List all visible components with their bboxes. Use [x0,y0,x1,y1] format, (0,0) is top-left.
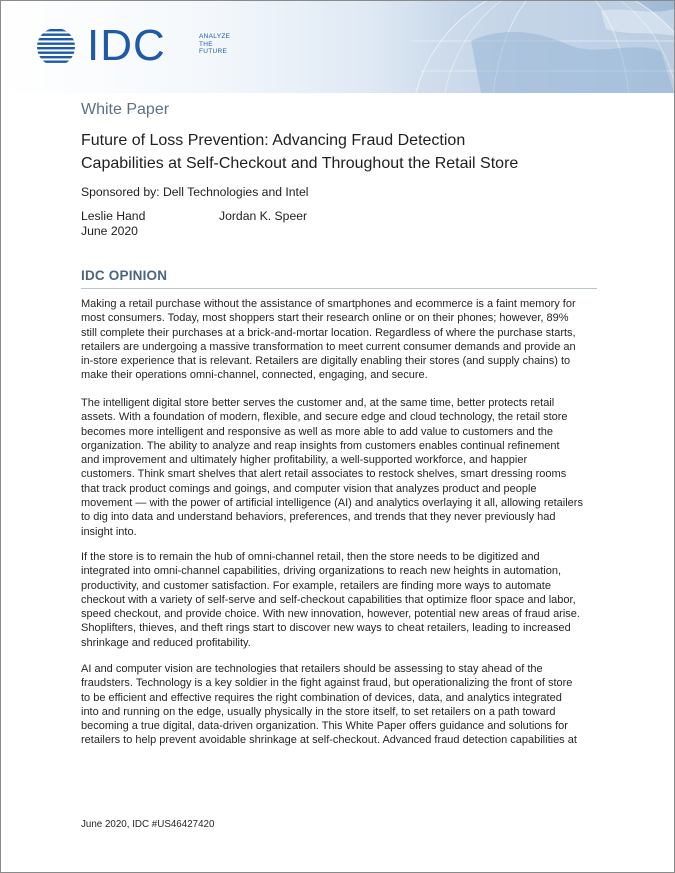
body-paragraph [81,662,606,748]
text-line: productivity, and customer satisfaction. For example, retailers are finding more ways to automate [81,579,551,592]
section-divider [81,288,597,289]
author-name: Leslie Hand [81,209,146,223]
sponsor-line: Sponsored by: Dell Technologies and Intel [81,185,309,199]
logo-tagline [199,33,239,56]
tagline-line: THE [199,40,213,48]
text-line: that track product comings and goings, and computer vision that analyzes product and people [81,482,537,495]
text-line: checkout with a variety of self-serve and self-checkout capabilities that optimize floor space and labor, [81,593,576,606]
logo-text: IDC [87,21,166,70]
text-line: into and running on the edge, usually physically in the store itself, to set retailers on a path toward [81,705,556,718]
text-line: fraudsters. Technology is a key soldier in the fight against fraud, but operationalizing the front of store [81,677,573,690]
text-line: Shoplifters, thieves, and theft rings start to discover new ways to cheat retailers, leading to increased [81,622,571,635]
text-line: If the store is to remain the hub of omni-channel retail, then the store needs to be digitized and [81,551,540,563]
document-title [81,129,621,175]
text-line: The intelligent digital store better serves the customer and, at the same time, better protects retail [81,397,555,409]
text-line: still complete their purchases at a brick-and-mortar location. Regardless of where the purchase starts, [81,326,576,339]
body-paragraph [81,297,606,383]
text-line: Making a retail purchase without the assistance of smartphones and ecommerce is a faint memory for [81,298,576,310]
text-line: assets. With a foundation of modern, flexible, and secure edge and cloud technology, the retail store [81,411,568,424]
text-line: becomes more intelligent and responsive as well as more able to add value to customers and the [81,425,554,438]
text-line: insight into. [81,525,137,538]
idc-globe-icon [31,27,81,67]
title-line: Future of Loss Prevention: Advancing Fraud Detection [81,132,466,149]
text-line: to be efficient and effective requires the right combination of devices, data, and analytics integrated [81,691,562,704]
text-line: speed checkout, and provide choice. With new innovation, however, potential new areas of fraud arise. [81,608,580,621]
text-line: most consumers. Today, most shoppers start their research online or on their phones; however, 89% [81,312,569,325]
title-line: Capabilities at Self-Checkout and Throughout the Retail Store [81,155,519,172]
author-name: Jordan K. Speer [219,209,308,223]
body-paragraph [81,550,606,650]
text-line: retailers are undergoing a massive transformation to meet current consumer demands and provide an [81,340,576,353]
header-banner [1,1,674,93]
text-line: to dig into data and understand behaviors, preferences, and trends that they never previously had [81,511,556,524]
text-line: organization. The ability to analyze and reap insights from customers enables continual refinement [81,439,560,452]
publication-date: June 2020 [81,224,138,238]
text-line: integrated into omni-channel capabilities, driving organizations to reach new heights in automation, [81,565,562,578]
text-line: AI and computer vision are technologies that retailers should be assessing to stay ahead of the [81,663,543,675]
text-line: customers. Think smart shelves that alert retail associates to restock shelves, smart dressing rooms [81,468,567,481]
tagline-line: ANALYZE [199,33,231,40]
text-line: becoming a true digital, data-driven organization. This White Paper offers guidance and solutions for [81,720,568,733]
document-type: White Paper [81,101,170,118]
text-line: shrinkage and reduced profitability. [81,636,251,649]
text-line: retailers to help prevent avoidable shrinkage at self-checkout. Advanced fraud detection capabilities at [81,734,577,747]
tagline-line: FUTURE [199,48,228,55]
text-line: make their operations omni-channel, connected, engaging, and secure. [81,369,428,382]
text-line: in-store experience that is relevant. Retailers are digitally enabling their stores (and supply chains) to [81,355,571,368]
section-heading: IDC OPINION [81,268,168,283]
page-footer: June 2020, IDC #US46427420 [81,819,215,830]
body-paragraph [81,396,606,539]
text-line: and improvement and ultimately higher profitability, a well-supported workforce, and happier [81,454,528,467]
text-line: movement — with the power of artificial intelligence (AI) and analytics overlaying it all, allowing retailers [81,497,583,510]
